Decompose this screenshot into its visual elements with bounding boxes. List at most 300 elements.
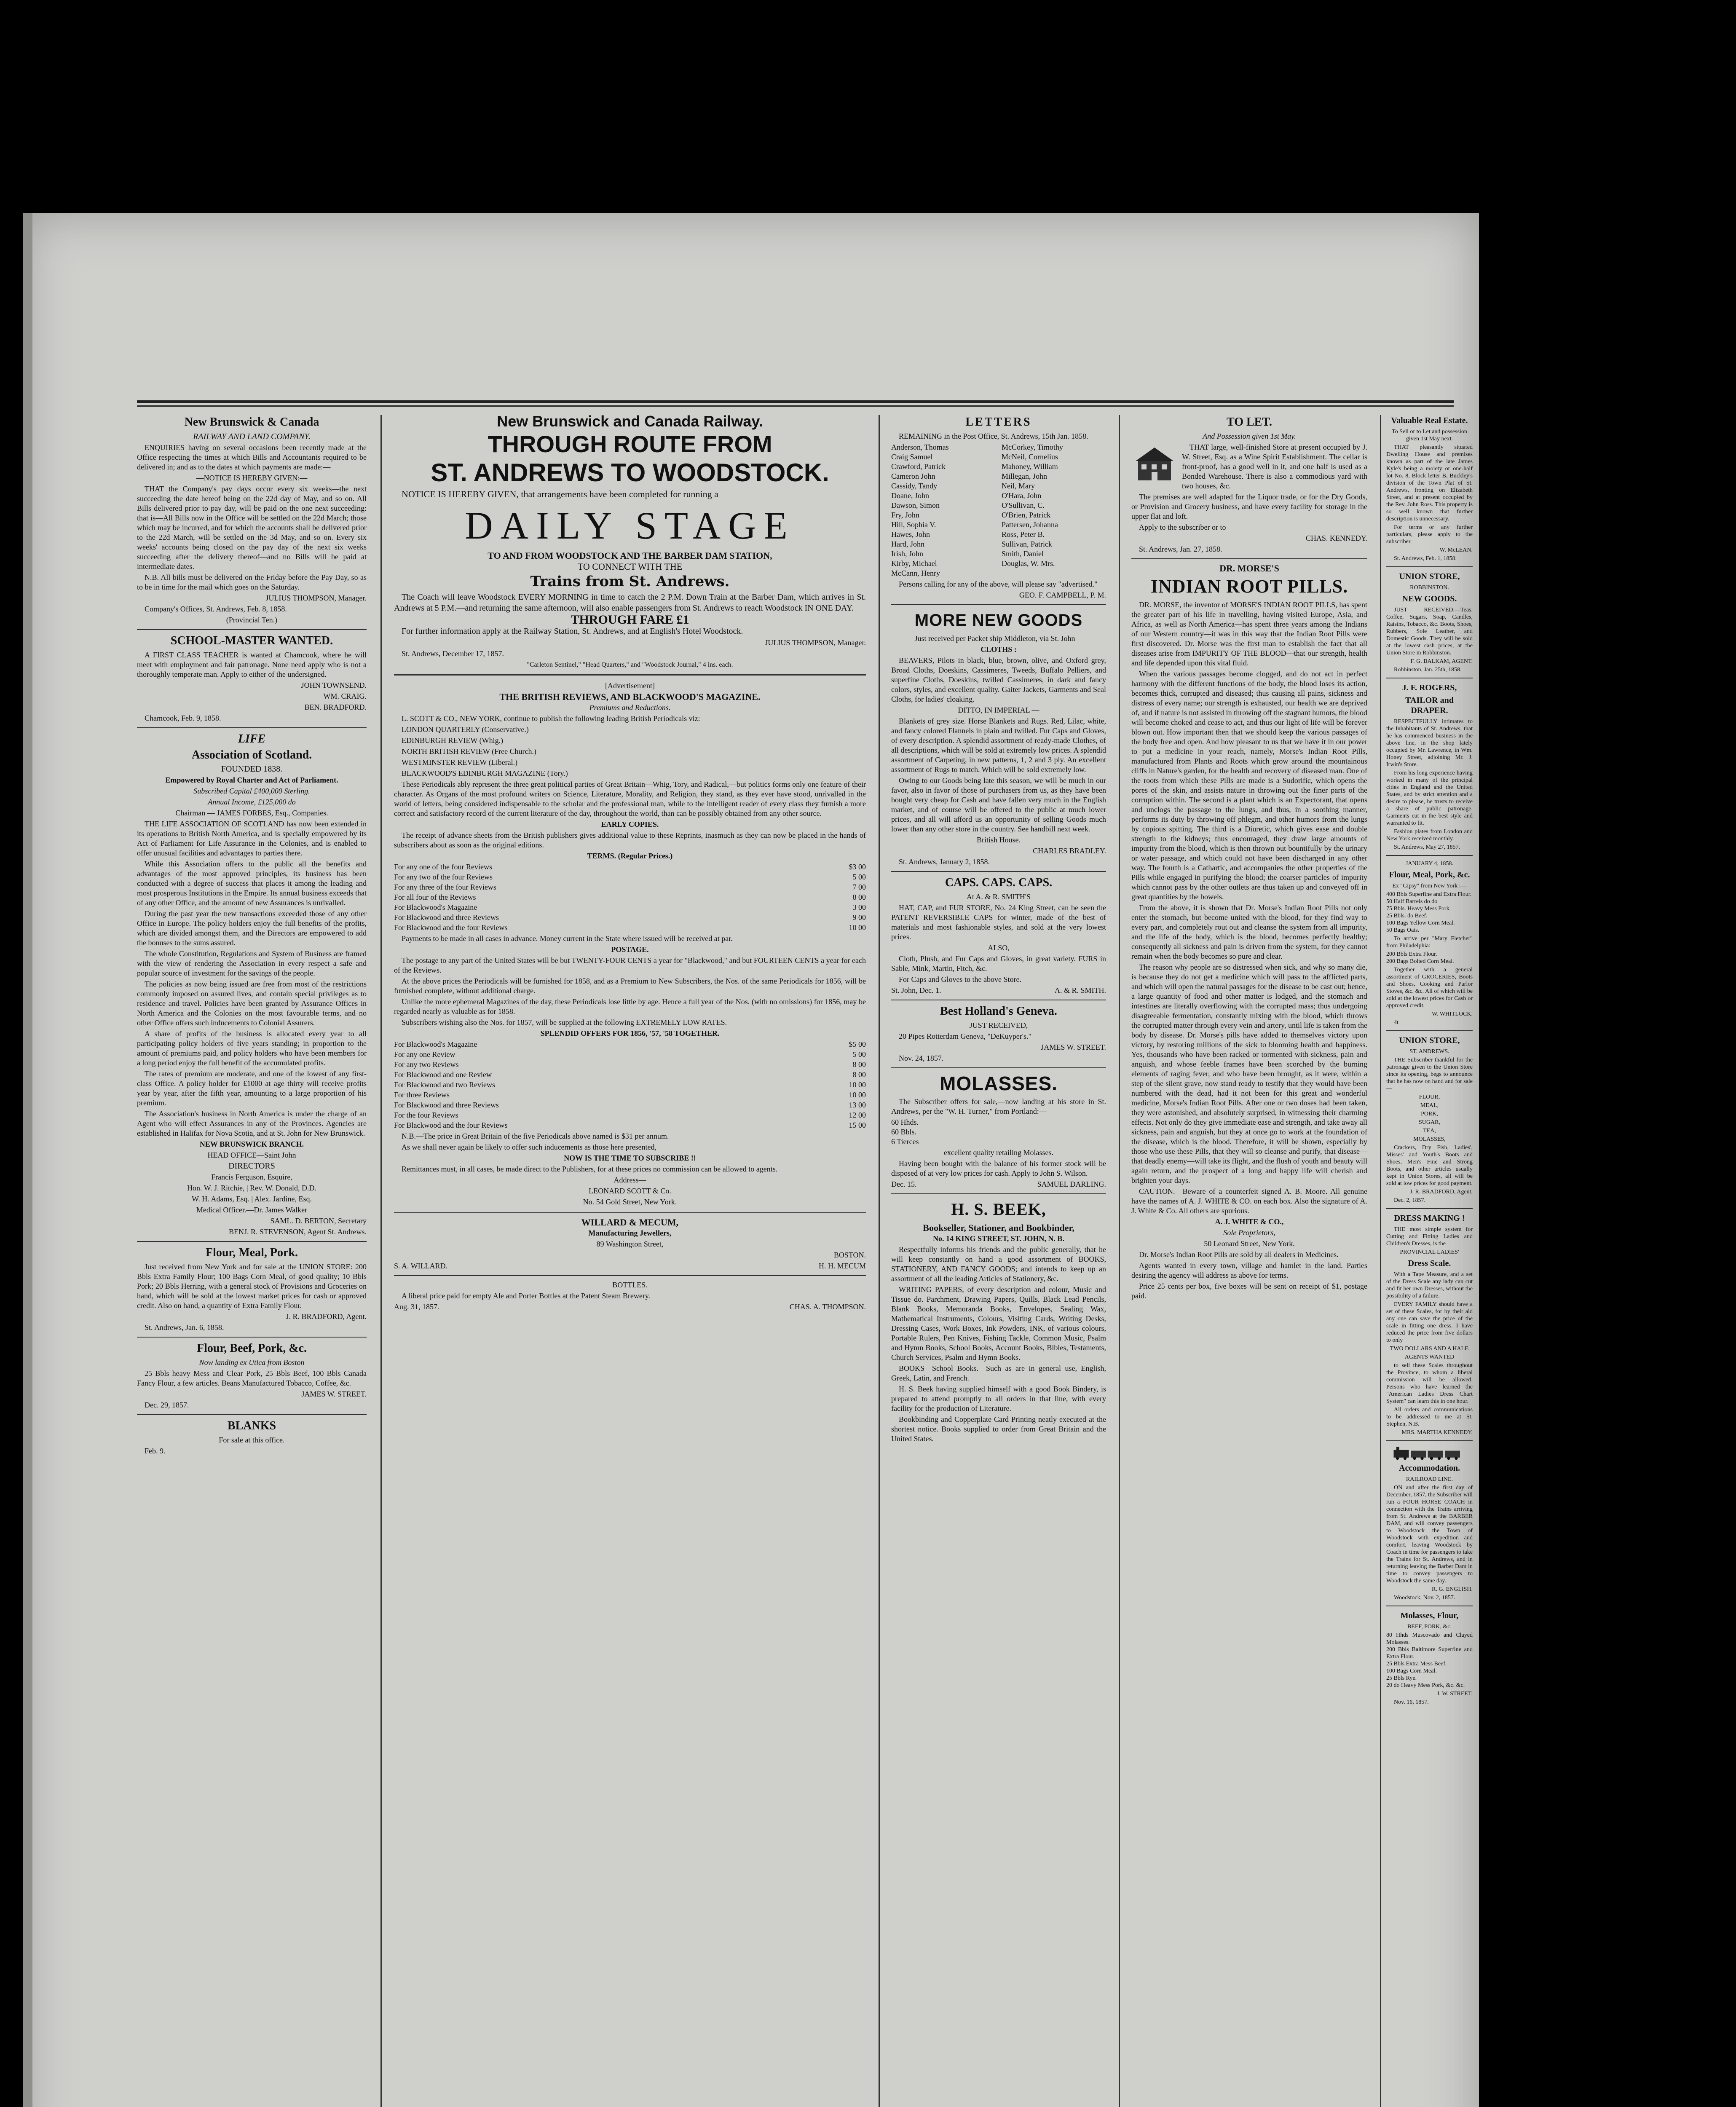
reviews-column — [394, 680, 866, 1208]
geneva-sub: JUST RECEIVED, — [969, 1021, 1028, 1029]
papers-note: "Carleton Sentinel," "Head Quarters," and "Woodstock Journal," 4 ins. each. — [527, 661, 733, 668]
january-date: JANUARY 4, 1858. — [1405, 860, 1454, 867]
terms-label: For Blackwood and the four Reviews — [394, 923, 508, 932]
molasses-footer — [891, 1179, 1106, 1189]
reviews-adv: [Advertisement] — [605, 681, 655, 690]
divider — [891, 604, 1106, 605]
splendid-price: 10 00 — [849, 1080, 866, 1089]
beek-body-2: WRITING PAPERS, of every description and colour, Music and Tissue do. Parchment, Drawing Papers, Quills, Black Lead Pencils, Blank Books, Memoranda Books, Envelopes, Sealing Wax, Mathematical Instruments, Colours, Visiting Cards, Writing Desks, Dressing Cases, Work Boxes, Ink Powders, INK, of various colours, Portable Rulers, Pen Knives, Fishing Tackle, Common Music, Psalm and Hymn Books, School Books, Account Books, Bibles, Testaments, Church Services, Psalm and Hymn Books. — [891, 1285, 1106, 1362]
to-let-date: St. Andrews, Jan. 27, 1858. — [1139, 545, 1222, 553]
morse-heading: DR. MORSE'S — [1219, 563, 1279, 574]
estate-sub: To Sell or to Let and possession given 1st May next. — [1392, 429, 1467, 442]
letter-name: Cassidy, Tandy — [891, 482, 938, 490]
divider — [891, 1193, 1106, 1194]
terms-heading: TERMS. (Regular Prices.) — [587, 852, 673, 860]
dress-provincial: PROVINCIAL LADIES' — [1400, 1249, 1459, 1255]
letter-name: McCorkey, Timothy — [1002, 443, 1063, 451]
director-5: SAML. D. BERTON, Secretary — [270, 1217, 367, 1225]
to-let-sub: And Possession given 1st May. — [1203, 432, 1296, 440]
morse-body-2: When the various passages become clogged, and do not act in perfect harmony with the different functions of the body, the blood loses its action, becomes thick, corrupted and diseased; thus causing all pains, sickness and distress of every name; our strength is exhausted, our health we are deprived of, and if nature is not assisted in throwing off the stagnant humors, the blood will become choked and cease to act, and thus our light of life will be forever blown out. How important then that we should keep the various passages of the body free and open. And how pleasant to us that we have it in our power to put a medicine in your reach, namely, Morse's Indian Root Pills, manufactured from Plants and Roots which grow around the mountainous cliffs in Nature's garden, for the health and recovery of diseased man. One of the roots from which these Pills are made is a Sudorific, which opens the pores of the skin, and assists nature in throwing out the finer parts of the corruption within. The second is a plant which is an Expectorant, that opens and unclogs the passage to the lungs, and thus, in a soothing manner, performs its duty by throwing off phlegm, and other humors from the lungs by copious spitting. The third is a Diuretic, which gives ease and double strength to the kidneys; thus encouraged, they draw large amounts of impurity from the blood, which is then thrown out bountifully by the urinary or water passage, and which could not have been discharged in any other way. The fourth is a Cathartic, and accompanies the other properties of the Pills while engaged in purifying the blood; the coarser particles of impurity which cannot pass by the other outlets are thus taken up and conveyed off in great quantities by the bowels. — [1131, 670, 1367, 901]
rogers-body-2: From his long experience having worked in many of the principal cities in England and the United States, and by strict attention and a desire to please, he trusts to receive a share of public patronage. Garments cut in the best style and warranted to fit. — [1386, 770, 1473, 826]
notice-body: THAT the Company's pay days occur every six weeks—the next succeeding the date hereof being on the 22d day of May, and so on. All Bills delivered prior to pay day, will be paid on the one next succeeding: that is—All Bills now in the Office will be settled on the 22d March; those which may be incurred, and for which the accounts shall be delivered prior to the 22d March, will be settled on the 3d May, and so on. Every six weeks' accounts being closed on the pay day of the next six weeks succeeding after the delivery thereof—and no Bills will be paid at intermediate dates. — [137, 485, 367, 571]
letter-name: Hard, John — [891, 540, 924, 548]
house-icon — [1131, 444, 1178, 482]
letter-name: Sullivan, Patrick — [1002, 540, 1052, 548]
mol-item: 80 Hhds Muscovado and Clayed Molasses. — [1386, 1632, 1473, 1646]
fmp-item: 200 Bbls Extra Flour. — [1386, 951, 1437, 957]
address-street: No. 54 Gold Street, New York. — [583, 1198, 677, 1206]
letters-right — [1002, 442, 1106, 578]
fmp-item: 50 Bags Oats. — [1386, 927, 1420, 933]
periodical-1: LONDON QUARTERLY (Conservative.) — [402, 725, 529, 734]
divider — [394, 1275, 866, 1276]
connect-line: TO CONNECT WITH THE — [577, 561, 683, 572]
letter-name: Fry, John — [891, 511, 919, 519]
flour-sign: J. R. BRADFORD, Agent. — [286, 1312, 367, 1321]
splendid-price: $5 00 — [849, 1040, 866, 1048]
rogers-heading: J. F. ROGERS, — [1402, 683, 1457, 692]
railway-company-heading: New Brunswick & Canada — [184, 416, 319, 429]
splendid-label: For any one Review — [394, 1050, 455, 1059]
union-store-2-heading: UNION STORE, — [1399, 1036, 1460, 1045]
geneva-body: 20 Pipes Rotterdam Geneva, "DeKuyper's." — [899, 1032, 1031, 1040]
splendid-row — [394, 1110, 866, 1120]
morse-address: 50 Leonard Street, New York. — [1204, 1239, 1295, 1248]
periodical-5: BLACKWOOD'S EDINBURGH MAGAZINE (Tory.) — [402, 769, 568, 777]
dress-agents: AGENTS WANTED — [1404, 1354, 1455, 1360]
estate-heading: Valuable Real Estate. — [1391, 416, 1468, 425]
flour-date: St. Andrews, Jan. 6, 1858. — [145, 1323, 224, 1332]
ustore-date: Dec. 2, 1857. — [1394, 1197, 1426, 1204]
divider — [891, 871, 1106, 872]
splendid-label: For three Reviews — [394, 1091, 450, 1099]
fmp-sub: Ex "Gipsy" from New York :— — [1392, 883, 1467, 889]
railway-company-subheading: RAILWAY AND LAND COMPANY. — [193, 432, 311, 441]
director-2: Hon. W. J. Ritchie, | Rev. W. Donald, D.D. — [187, 1184, 316, 1192]
morse-body-3: From the above, it is shown that Dr. Morse's Indian Root Pills not only enter the stomach, but become united with the blood, for they find way to every part, and completely rout out and cleanse the system from all impurity, and the life of the body, which is the blood, becomes perfectly healthy; consequently all sickness and pain is driven from the system, for they cannot remain when the body becomes so pure and clear. — [1131, 903, 1367, 960]
info-line: For further information apply at the Railway Station, St. Andrews, and at English's Hotel Woodstock. — [402, 627, 743, 636]
letters-left — [891, 442, 996, 578]
dress-body-5: All orders and communications to be addressed to me at St. Stephen, N.B. — [1386, 1407, 1473, 1427]
railway-sign: JULIUS THOMPSON, Manager. — [765, 638, 866, 647]
divider — [1386, 1208, 1473, 1209]
caps-body: HAT, CAP, and FUR STORE, No. 24 King Street, can be seen the PATENT REVERSIBLE CAPS for winter, made of the best of materials and most fashionable styles, and sold at the very lowest prices. — [891, 903, 1106, 941]
fmp-item: 100 Bags Yellow Corn Meal. — [1386, 920, 1455, 926]
splendid-row — [394, 1040, 866, 1049]
letter-name: Pattersen, Johanna — [1002, 520, 1058, 529]
splendid-label: For Blackwood and the four Reviews — [394, 1121, 508, 1129]
beek-heading: H. S. BEEK, — [951, 1200, 1046, 1219]
ustore-sign: J. R. BRADFORD, Agent. — [1410, 1189, 1473, 1195]
to-let-body: THAT large, well-finished Store at present occupied by J. W. Street, Esq. as a Wine Spirit Establishment. The cellar is front-proof, has a good well in it, and one half is used as a Bonded Warehouse. There is also a commodious yard with two houses, &c. — [1182, 443, 1367, 490]
fmp-item: 200 Bags Bolted Corn Meal. — [1386, 958, 1454, 965]
goods-body-1: BEAVERS, Pilots in black, blue, brown, olive, and Oxford grey, Broad Cloths, Doeskins, Cassimeres, Tweeds, Buffalo Pelliers, and superfine Cloths, Doeskins, twilled Cassimeres, in dark and fancy colors, styles, and excellent quality. Gaiter Jackets, Garments and Seal Cloths, for ladies' cloaking. — [891, 656, 1106, 703]
column-rule — [1119, 415, 1120, 2107]
molasses-desc: excellent quality retailing Molasses. — [944, 1148, 1053, 1157]
divider — [394, 1212, 866, 1213]
molasses-item: 60 Hhds. — [891, 1118, 919, 1126]
morse-sold: Dr. Morse's Indian Root Pills are sold by all dealers in Medicines. — [1139, 1250, 1339, 1259]
letter-name: Ross, Peter B. — [1002, 530, 1045, 539]
school-master-body: A FIRST CLASS TEACHER is wanted at Chamcook, where he will meet with employment and fair patronage. None need apply who is not a thoroughly temperate man. Apply to either of the undersigned. — [137, 651, 367, 678]
molasses-body: The Subscriber offers for sale,—now landing at his store in St. Andrews, per the "W. H. Turner," from Portland:— — [891, 1097, 1106, 1115]
reviews-heading: THE BRITISH REVIEWS, AND BLACKWOOD'S MAGAZINE. — [499, 692, 761, 702]
splendid-price: 10 00 — [849, 1091, 866, 1099]
new-goods-heading: NEW GOODS. — [1402, 594, 1457, 603]
column-rule — [380, 415, 382, 2107]
union-store-sub: ROBBINSTON. — [1410, 584, 1449, 591]
dress-body-2: With a Tape Measure, and a set of the Dress Scale any lady can cut and fit her own Dresses, without the possibility of a failure. — [1386, 1271, 1473, 1299]
bottles-sign: CHAS. A. THOMPSON. — [789, 1303, 866, 1311]
estate-body-2: For terms or any further particulars, please apply to the subscriber. — [1386, 524, 1473, 545]
splendid-row — [394, 1050, 866, 1059]
route-title-line-2: ST. ANDREWS TO WOODSTOCK. — [431, 458, 829, 487]
splendid-label: For Blackwood and two Reviews — [394, 1080, 495, 1089]
ustore-item: TEA, — [1423, 1128, 1436, 1134]
splendid-price: 13 00 — [849, 1101, 866, 1109]
morse-props: Sole Proprietors, — [1223, 1228, 1275, 1237]
life-body-8: The Association's business in North America is under the charge of an Agent who will effect Assurances in any of the Provinces. Agencies are established in Halifax for Nova Scotia, and at St. John for New Brunswick. — [137, 1110, 367, 1137]
blanks-heading: BLANKS — [227, 1419, 276, 1432]
letter-name: Mahoney, William — [1002, 462, 1058, 471]
flour-beef-date: Dec. 29, 1857. — [145, 1401, 189, 1409]
rogers-title: TAILOR and DRAPER. — [1405, 696, 1454, 715]
caps-body-3: For Caps and Gloves to the above Store. — [899, 975, 1021, 984]
beek-address: No. 14 KING STREET, ST. JOHN, N. B. — [933, 1234, 1064, 1243]
director-4: Medical Officer.—Dr. James Walker — [196, 1206, 308, 1214]
flour-meal-pork-heading: Flour, Meal, Pork. — [205, 1246, 298, 1259]
to-let-sign: CHAS. KENNEDY. — [1305, 534, 1367, 542]
col2-lower — [394, 680, 866, 1208]
letters-note: Persons calling for any of the above, will please say "advertised." — [899, 580, 1098, 588]
reviews-publisher: L. SCOTT & CO., NEW YORK, continue to publish the following leading British Periodicals viz: — [402, 714, 700, 723]
splendid-price: 8 00 — [852, 1060, 866, 1069]
fmp-arrive: To arrive per "Mary Fletcher" from Philadelphia: — [1386, 936, 1473, 949]
splendid-row — [394, 1060, 866, 1070]
goods-body-2: Blankets of grey size. Horse Blankets and Rugs. Red, Lilac, white, and fancy colored Flannels in plain and twilled. Fur Caps and Gloves, of every description. A splendid assortment of ready-made Clothes, of all descriptions, which will be sold at extremely low prices. A splendid assortment of Carpeting, in new patterns, 1, 2 and 3 ply. An excellent assortment of Rugs to match. Which will be sold extremely low. — [891, 717, 1106, 774]
school-master-heading: SCHOOL-MASTER WANTED. — [170, 634, 333, 647]
letter-name: O'Brien, Patrick — [1002, 511, 1051, 519]
molasses-item: 6 Tierces — [891, 1137, 919, 1146]
letter-name: Millegan, John — [1002, 472, 1047, 480]
mol-item: 20 do Heavy Mess Pork, &c. &c. — [1386, 1682, 1465, 1689]
willard-heading: WILLARD & MECUM, — [581, 1217, 679, 1228]
divider — [1131, 558, 1367, 559]
office-date: Company's Offices, St. Andrews, Feb. 8, 1858. — [145, 605, 287, 613]
ustore-item: MOLASSES, — [1413, 1136, 1446, 1142]
early-heading: EARLY COPIES. — [601, 820, 659, 828]
letter-name: Cameron John — [891, 472, 935, 480]
dress-body: THE most simple system for Cutting and Fitting Ladies and Children's Dresses, is the — [1386, 1226, 1473, 1247]
morse-body-4: The reason why people are so distressed when sick, and why so many die, is because they do not get a medicine which will pass to the afflicted parts, and which will open the natural passages for the disease to be cast out; hence, a large quantity of food and other matter is lodged, and the stomach and intestines are literally overflowing with the corrupted mass; thus undergoing disagreeable fermentation, constantly mixing with the blood, which throws the corrupted matter through every vein and artery, until life is taken from the body by disease. Dr. Morse's pills have added to themselves victory upon victory, by restoring millions of the sick to blooming health and happiness. Yes, thousands who have been racked or tormented with sickness, pain and anguish, and whose feeble frames have been scorched by the burning elements of raging fever, and who have been brought, as it were, within a step of the silent grave, now stand ready to testify that they would have been numbered with the dead, had it not been for this great and wonderful medicine, Morse's Indian Root Pills. After one or two doses had been taken, they were astonished, and absolutely surprised, in witnessing their charming effects. Not only do they give immediate ease and strength, and take away all sickness, pain and anguish, but they at once go to work at the foundation of the disease, which is the blood. Therefore, it will be shown, especially by those who use these Pills, that they will so cleanse and purify, that disease—that deadly enemy—will take its flight, and the flush of youth and beauty will again return, and the prospect of a long and happy life will cherish and brighten your days. — [1131, 963, 1367, 1185]
morse-body-1: DR. MORSE, the inventor of MORSE'S INDIAN ROOT PILLS, has spent the greater part of his life in travelling, having visited Europe, Asia, and Africa, as well as North America—has spent three years among the Indians of our Western country—it was in this way that the Indian Root Pills were first discovered. Dr. Morse was the first man to establish the fact that all diseases arise from IMPURITY OF THE BLOOD—that our strength, health and life depended upon this vital fluid. — [1131, 600, 1367, 667]
postage-body-4: Subscribers wishing also the Nos. for 1857, will be supplied at the following EXTREMELY LOW RATES. — [402, 1018, 727, 1027]
molasses-date: Dec. 15. — [891, 1180, 917, 1188]
splendid-price: 5 00 — [852, 1050, 866, 1059]
divider — [1386, 855, 1473, 856]
ustore-item: MEAL, — [1420, 1102, 1439, 1109]
flour-beef-heading: Flour, Beef, Pork, &c. — [196, 1342, 307, 1355]
fmp-item: 50 Half Barrels do do — [1386, 898, 1438, 905]
letter-name: Hill, Sophia V. — [891, 520, 936, 529]
letter-name: Dawson, Simon — [891, 501, 940, 509]
ustore-item: SUGAR, — [1419, 1119, 1440, 1126]
fmp-item: 25 Bbls. do Beef. — [1386, 913, 1428, 919]
goods-date: St. Andrews, January 2, 1858. — [899, 858, 990, 866]
estate-body: THAT pleasantly situated Dwelling House and premises known as part of the late James Kyle's being a moiety or one-half lot No. 8, Block letter B, Buckley's division of the Town Plat of St. Andrews, fronting on Elizabeth Street, and at present occupied by the Rev. John Ross. This property is so well known that further description is unnecessary. — [1386, 444, 1473, 522]
empowered-line: Empowered by Royal Charter and Act of Parliament. — [165, 776, 338, 784]
caps-heading: CAPS. CAPS. CAPS. — [945, 876, 1053, 889]
newspaper-page — [23, 213, 1479, 2107]
bottles-footer — [394, 1302, 866, 1312]
fmp-heading: Flour, Meal, Pork, &c. — [1389, 870, 1470, 879]
fmp-sign: W. WHITLOCK. — [1432, 1011, 1473, 1017]
postage-body-1: The postage to any part of the United States will be but TWENTY-FOUR CENTS a year for "Blackwood," and but FOURTEEN CENTS a year for each of the Reviews. — [394, 956, 866, 974]
column-1 — [137, 413, 367, 2107]
divider — [137, 1241, 367, 1242]
mol-item: 25 Bbls Rye. — [1386, 1675, 1417, 1681]
life-body-6: A share of profits of the business is allocated every year to all participating policy holders of five years standing; in proportion to the amount of premiums paid, and policy holders who have been members for a long period enjoy the full benefit of the accumulated profits. — [137, 1029, 367, 1067]
letter-name: Douglas, W. Mrs. — [1002, 559, 1055, 568]
dress-body-3: EVERY FAMILY should have a set of these Scales, for by their aid any one can save the price of the scale in fitting one dress. I have reduced the price from five dollars to only — [1386, 1301, 1473, 1343]
remit-note: Remittances must, in all cases, be made direct to the Publishers, for at these prices no commission can be allowed to agents. — [402, 1165, 778, 1173]
flour-beef-sign: JAMES W. STREET. — [301, 1390, 367, 1398]
goods-sign: CHARLES BRADLEY. — [1033, 847, 1106, 855]
bottles-heading: BOTTLES. — [612, 1281, 648, 1289]
mol-date: Nov. 16, 1857. — [1394, 1699, 1429, 1705]
terms-label: For any one of the four Reviews — [394, 863, 492, 871]
willard-address: 89 Washington Street, — [596, 1240, 664, 1248]
reviews-body: These Periodicals ably represent the three great political parties of Great Britain—Whig, Tory, and Radical,—but politics forms only one feature of their character. As Organs of the most profound writers on Science, Literature, Morality, and Religion, they stand, as they ever have stood, unrivalled in the world of letters, being considered indispensable to the scholar and the professional man, while to the intelligent reader of every class they furnish a more correct and satisfactory record of the current literature of the day, throughout the world, than can be possibly obtained from any other source. — [394, 780, 866, 818]
directors-heading: DIRECTORS — [228, 1161, 275, 1171]
column-rule — [1380, 415, 1381, 2107]
splendid-label: For any two Reviews — [394, 1060, 459, 1069]
column-3 — [891, 413, 1106, 2107]
estate-date: St. Andrews, Feb. 1, 1858. — [1394, 555, 1457, 562]
life-body-5: The policies as now being issued are free from most of the restrictions commonly imposed on assured lives, and contain special privileges as to residence and travel. Policies have been granted by Assurance Offices in North America and the Colonies on the most favourable terms, and no other Office offers such inducements to Colonial Assurers. — [137, 980, 367, 1027]
fmp-item: 75 Bbls. Heavy Mess Pork. — [1386, 906, 1451, 912]
terms-label: For any two of the four Reviews — [394, 873, 493, 881]
masthead-rule — [137, 400, 1454, 407]
terms-row — [394, 903, 866, 912]
terms-row — [394, 923, 866, 933]
splendid-row — [394, 1121, 866, 1130]
mol-item: 25 Bbls Extra Mess Beef. — [1386, 1661, 1447, 1667]
to-let-body-2: The premises are well adapted for the Liquor trade, or for the Dry Goods, or Provision and Grocery business, and have every facility for storage in the upper flat and loft. — [1131, 493, 1367, 520]
splendid-row — [394, 1070, 866, 1080]
postage-body-2: At the above prices the Periodicals will be furnished for 1858, and as a Premium to New Subscribers, the Nos. of the same Periodicals for 1856, will be furnished complete, without additional charge. — [394, 977, 866, 995]
caps-footer — [891, 986, 1106, 995]
mol-sign: J. W. STREET, — [1437, 1691, 1473, 1697]
nb-note: N.B. All bills must be delivered on the Friday before the Pay Day, so as to be in time for the mail which goes on the Saturday. — [137, 573, 367, 591]
splendid-price: 15 00 — [849, 1121, 866, 1129]
dress-price: TWO DOLLARS AND A HALF. — [1390, 1346, 1469, 1352]
geneva-sign: JAMES W. STREET. — [1041, 1043, 1106, 1051]
notice-heading: —NOTICE IS HEREBY GIVEN:— — [196, 474, 308, 482]
divider — [137, 1414, 367, 1415]
trains-heading: Trains from St. Andrews. — [530, 573, 730, 590]
letters-sign: GEO. F. CAMPBELL, P. M. — [1019, 591, 1106, 599]
terms-row — [394, 893, 866, 902]
terms-price: 10 00 — [849, 923, 866, 932]
founded-line: FOUNDED 1838. — [221, 764, 283, 774]
route-title-line-1: THROUGH ROUTE FROM — [488, 431, 772, 457]
postage-body-3: Unlike the more ephemeral Magazines of the day, these Periodicals lose little by age. Hence a full year of the Nos. (with no omissions) for 1856, may be regarded nearly as valuable as for 1858. — [394, 997, 866, 1016]
letter-name: O'Hara, John — [1002, 491, 1042, 500]
terms-label: For Blackwood's Magazine — [394, 903, 477, 911]
ustore-item: FLOUR, — [1419, 1094, 1440, 1100]
life-heading: LIFE — [238, 732, 266, 745]
terms-price: 9 00 — [852, 913, 866, 922]
union-store-2-sub: ST. ANDREWS. — [1409, 1048, 1449, 1055]
divider — [891, 1067, 1106, 1068]
willard-name: S. A. WILLARD. — [394, 1262, 448, 1270]
letter-name: Crawford, Patrick — [891, 462, 946, 471]
ditto-line: DITTO, IN IMPERIAL — — [958, 706, 1039, 714]
divider — [1386, 566, 1473, 567]
terms-note: Payments to be made in all cases in advance. Money current in the State where issued will be received at par. — [402, 934, 733, 943]
divider — [1386, 1030, 1473, 1031]
railway-company-body: ENQUIRIES having on several occasions been recently made at the Office respecting the times at which Bills and Accountants required to be delivered in; and as to the dates at which payments are made:— — [137, 443, 367, 471]
life-body-3: During the past year the new transactions exceeded those of any other Office in Europe. The policy holders enjoy the full benefits of the profits, which are divided amongst them, and the Directors are empowered to add the bonuses to the sums assured. — [137, 909, 367, 947]
terms-price: 8 00 — [852, 893, 866, 901]
association-heading: Association of Scotland. — [191, 748, 312, 761]
branch-heading: NEW BRUNSWICK BRANCH. — [199, 1140, 304, 1148]
caps-also: ALSO, — [988, 944, 1010, 952]
postage-heading: POSTAGE. — [611, 945, 649, 954]
terms-price: 5 00 — [852, 873, 866, 881]
terms-label: For Blackwood and three Reviews — [394, 913, 499, 922]
signature: JULIUS THOMPSON, Manager. — [265, 594, 367, 602]
column-4 — [1131, 413, 1367, 2107]
molasses-flour-heading: Molasses, Flour, — [1400, 1611, 1459, 1620]
splendid-label: For Blackwood and one Review — [394, 1070, 492, 1079]
terms-label: For any three of the four Reviews — [394, 883, 496, 891]
splendid-note-2: As we shall never again be likely to offer such inducements as those here presented, — [402, 1143, 656, 1151]
address-name: LEONARD SCOTT & Co. — [589, 1187, 671, 1195]
letter-name: Neil, Mary — [1002, 482, 1035, 490]
splendid-row — [394, 1100, 866, 1110]
daily-stage-title: DAILY STAGE — [465, 504, 795, 547]
column-rule — [879, 415, 880, 2107]
dress-scale-heading: Dress Scale. — [1408, 1259, 1451, 1268]
ustore-item: PORK, — [1421, 1111, 1438, 1117]
beek-body-3: BOOKS—School Books.—Such as are in general use, English, Greek, Latin, and French. — [891, 1364, 1106, 1382]
goods-house: British House. — [976, 836, 1021, 844]
railway-date: St. Andrews, December 17, 1857. — [402, 649, 504, 658]
accommodation-body: ON and after the first day of December, 1857, the Subscriber will run a FOUR HORSE COACH in connection with the Trains arriving from St. Andrews at the BARBER DAM, and will convey passengers to Woodstock the Town of Woodstock with expedition and comfort, leaving Woodstock by Coach in time for passengers to take the Trains for St. Andrews, and in returning leaving the Barber Dam in time to convey passengers to Woodstock the same day. — [1386, 1485, 1473, 1584]
rogers-date: St. Andrews, May 27, 1857. — [1394, 844, 1460, 850]
cloths-heading: CLOTHS : — [981, 645, 1017, 654]
blanks-body: For sale at this office. — [219, 1436, 285, 1444]
union-store-heading: UNION STORE, — [1399, 572, 1460, 581]
letter-name: Kirby, Michael — [891, 559, 937, 568]
letter-name: Irish, John — [891, 550, 923, 558]
letter-name: McCann, Henry — [891, 569, 940, 577]
to-let-apply: Apply to the subscriber or to — [1139, 523, 1226, 531]
molasses-heading: MOLASSES. — [940, 1072, 1058, 1094]
splendid-row — [394, 1090, 866, 1100]
train-icon — [1392, 1445, 1468, 1461]
terms-label: For all four of the Reviews — [394, 893, 476, 901]
splendid-row — [394, 1080, 866, 1090]
splendid-label: For the four Reviews — [394, 1111, 458, 1119]
page-edge — [23, 213, 32, 2107]
periodical-2: EDINBURGH REVIEW (Whig.) — [402, 736, 504, 745]
branch-office: HEAD OFFICE—Saint John — [207, 1151, 296, 1159]
more-goods-sub: Just received per Packet ship Middleton, via St. John— — [914, 634, 1083, 643]
dress-body-4: to sell these Scales throughout the Province, to whom a liberal commission will be allowed. Persons who have learned the "American Ladies Dress Chart System" can learn this in one hour. — [1386, 1362, 1473, 1405]
beek-body-4: H. S. Beek having supplied himself with a good Book Bindery, is prepared to attend promptly to all orders in that line, with every facility for the production of Literature. — [891, 1385, 1106, 1413]
terms-row — [394, 913, 866, 922]
splendid-heading: SPLENDID OFFERS FOR 1856, '57, '58 TOGETHER. — [540, 1029, 720, 1037]
beek-body-1: Respectfully informs his friends and the public generally, that he will keep constantly on hand a good assortment of BOOKS, STATIONERY, AND FANCY GOODS; and intends to keep up an assortment of all the leading Articles of Stationery, &c. — [891, 1245, 1106, 1283]
caps-sign: A. & R. SMITH. — [1054, 986, 1106, 995]
income-line: Annual Income, £125,000 do — [208, 798, 296, 806]
molasses-sign: SAMUEL DARLING. — [1037, 1180, 1106, 1188]
fmp-body: Together with a general assortment of GROCERIES, Boots and Shoes, Cooking and Parlor Stoves, &c. &c. All of which will be sold at the lowest prices for Cash or approved credit. — [1386, 967, 1473, 1009]
morse-sign: A. J. WHITE & CO., — [1215, 1217, 1284, 1226]
splendid-price: 12 00 — [849, 1111, 866, 1119]
accommodation-date: Woodstock, Nov. 2, 1857. — [1394, 1595, 1455, 1601]
geneva-heading: Best Holland's Geneva. — [940, 1005, 1057, 1018]
letter-name: McNeil, Cornelius — [1002, 453, 1058, 461]
union-store-2-body-2: Crackers, Dry Fish, Ladies', Misses' and Youth's Boots and Shoes, Men's Fine and Strong Boots, and other articles usually kept in Union Stores, all will be sold at low prices for good payment. — [1386, 1145, 1473, 1187]
more-goods-heading: MORE NEW GOODS — [914, 611, 1083, 630]
new-goods-sign: F. G. BALKAM, AGENT. — [1410, 658, 1473, 665]
railway-title: New Brunswick and Canada Railway. — [497, 413, 763, 430]
morse-price: Price 25 cents per box, five boxes will be sent on receipt of $1, postage paid. — [1131, 1282, 1367, 1300]
early-body: The receipt of advance sheets from the British publishers gives additional value to these Reprints, inasmuch as they can now be placed in the hands of subscribers about as soon as the original editions. — [394, 831, 866, 849]
beek-body-5: Bookbinding and Copperplate Card Printing neatly executed at the shortest notice. Books supplied to order from Great Britain and the United States. — [891, 1415, 1106, 1443]
splendid-label: For Blackwood and three Reviews — [394, 1101, 499, 1109]
mol-item: 200 Bbls Baltimore Superfine and Extra Flour. — [1386, 1646, 1473, 1660]
geneva-date: Nov. 24, 1857. — [899, 1054, 944, 1062]
morse-caution: CAUTION.—Beware of a counterfeit signed A. B. Moore. All genuine have the names of A. J. WHITE & CO. on each box. Also the signature of A. J. White & Co. All others are spurious. — [1131, 1187, 1367, 1215]
terms-row — [394, 882, 866, 892]
school-date: Chamcook, Feb. 9, 1858. — [145, 714, 221, 722]
morse-agents: Agents wanted in every town, village and hamlet in the land. Parties desiring the agency will address as above for terms. — [1131, 1261, 1367, 1279]
blanks-date: Feb. 9. — [145, 1447, 166, 1455]
divider — [394, 674, 866, 676]
splendid-note: N.B.—The price in Great Britain of the five Periodicals above named is $31 per annum. — [402, 1132, 669, 1140]
molasses-body-2: Having been bought with the balance of his former stock will be disposed of at very low prices for cash. Apply to John S. Wilson. — [891, 1159, 1106, 1177]
life-body-1: THE LIFE ASSOCIATION OF SCOTLAND has now been extended in its operations to British North America, and is specially empowered by its Act of Parliament for Life Assurance in the Colonies, and is enabled to offer unusual facilities and advantages to parties there. — [137, 820, 367, 857]
goods-body-3: Owing to our Goods being late this season, we will be much in our favor, also in favor of those of purchasers from us, as they have been bought very cheap for Cash and have fallen very much in the English market, and of course will be offered to the public at much lower prices, and all will afford us an opportunity of selling Goods much lower than any other store in the country. See handbill next week. — [891, 776, 1106, 833]
splendid-label: For Blackwood's Magazine — [394, 1040, 477, 1048]
director-3: W. H. Adams, Esq. | Alex. Jardine, Esq. — [192, 1195, 312, 1203]
address-label: Address— — [613, 1176, 646, 1184]
reviews-sub: Premiums and Reductions. — [589, 703, 671, 712]
terms-price: $3 00 — [849, 863, 866, 871]
coach-body: The Coach will leave Woodstock EVERY MORNING in time to catch the 2 P.M. Down Train at the Barber Dam, which arrives in St. Andrews at 5 P.M.—and returning the same afternoon, will also enable passengers from St. Andrews to reach Woodstock IN ONE DAY. — [394, 592, 866, 613]
now-heading: NOW IS THE TIME TO SUBSCRIBE !! — [564, 1154, 696, 1162]
letters-list — [891, 442, 1106, 578]
column-2 — [394, 413, 866, 2107]
flour-beef-sub: Now landing ex Utica from Boston — [199, 1358, 305, 1367]
flour-beef-body: 25 Bbls heavy Mess and Clear Pork, 25 Bbls Beef, 100 Bbls Canada Fancy Flour, a few articles. Beans Manufactured Tobacco, Coffee, &c. — [137, 1369, 367, 1387]
mol-item: 100 Bags Corn Meal. — [1386, 1668, 1437, 1674]
stage-notice: NOTICE IS HEREBY GIVEN, that arrangements have been completed for running a — [402, 489, 718, 499]
to-let-heading: TO LET. — [1227, 416, 1272, 429]
mecum-name: H. H. MECUM — [818, 1262, 866, 1270]
chairman-line: Chairman — JAMES FORBES, Esq., Companies. — [175, 809, 328, 817]
divider — [1386, 1440, 1473, 1441]
life-body-2: While this Association offers to the public all the benefits and advantages of the most approved principles, its business has been conducted with a degree of success that places it among the leading and most prosperous Institutions in the Empire. Its annual business exceeds that of any other Office, and the amount of new Assurances is unrivalled. — [137, 860, 367, 907]
letters-intro: REMAINING in the Post Office, St. Andrews, 15th Jan. 1858. — [899, 432, 1088, 440]
school-name-2: WM. CRAIG. — [323, 692, 367, 700]
column-5-content — [1386, 413, 1473, 2107]
